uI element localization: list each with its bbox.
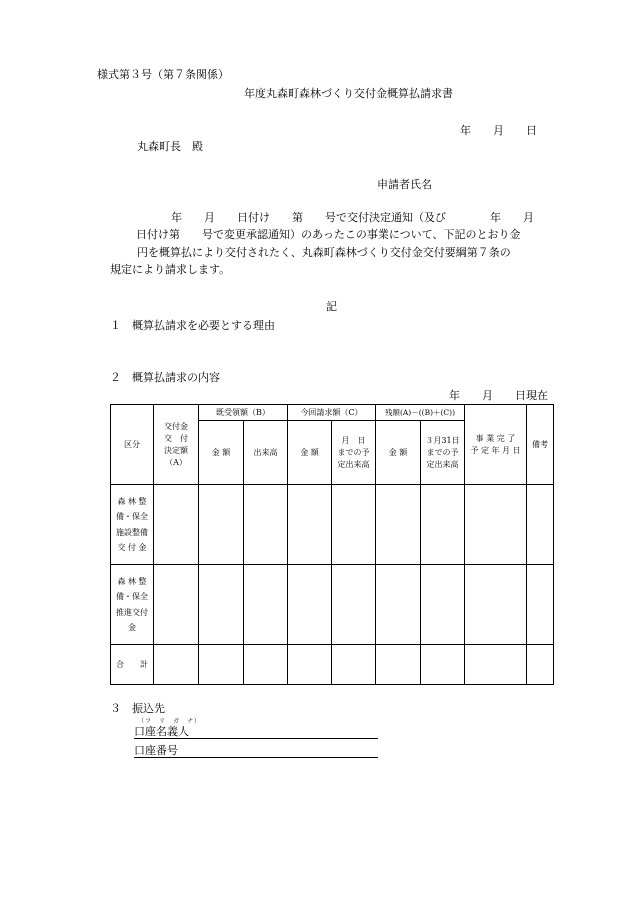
form-number: 様式第３号（第７条関係） xyxy=(97,68,229,81)
col-remaining-planned-progress: ３月31日 までの予 定出来高 xyxy=(425,435,460,469)
body-line-2: 日付け第 号で変更承認通知）のあったこの事業について、下記のとおり金 xyxy=(136,228,521,241)
addressee: 丸森町長 殿 xyxy=(137,140,203,153)
section-2-heading: ２ 概算払請求の内容 xyxy=(110,371,220,384)
group-already-received: 既受領額（B） xyxy=(216,407,270,417)
section-3-heading: ３ 振込先 xyxy=(110,702,165,715)
col-kubun: 区分 xyxy=(124,439,140,449)
group-current-claim: 今回請求額（C） xyxy=(300,407,363,417)
document-title: 年度丸森町森林づくり交付金概算払請求書 xyxy=(244,87,453,100)
col-b-progress: 出来高 xyxy=(253,447,278,457)
body-line-4: 規定により請求します。 xyxy=(110,263,231,276)
col-remarks: 備考 xyxy=(532,439,548,449)
ki-heading: 記 xyxy=(326,300,337,313)
account-name-line xyxy=(134,738,378,739)
account-name-label: 口座名義人 xyxy=(134,725,189,738)
row-promotion-grant: 森 林 整 備・保全 推進交付 金 xyxy=(116,577,148,632)
body-line-1: 年 月 日付け 第 号で交付決定通知（及び 年 月 xyxy=(171,211,534,224)
section-1-heading: １ 概算払請求を必要とする理由 xyxy=(110,319,275,332)
col-remaining-amount: 金 額 xyxy=(388,447,408,457)
col-completion-date: 事 業 完 了 予 定 年 月 日 xyxy=(470,433,521,455)
col-c-amount: 金 額 xyxy=(300,447,319,457)
col-b-amount: 金 額 xyxy=(211,447,231,457)
furigana-label: （フ リ ガ ナ） xyxy=(138,718,202,725)
row-facility-grant: 森 林 整 備・保全 施設整備 交 付 金 xyxy=(116,497,148,552)
col-c-planned-progress: 月 日 までの予 定出来高 xyxy=(337,435,370,469)
col-kofukin-decision: 交付金 交 付 決定額 （A） xyxy=(164,421,188,467)
account-number-label: 口座番号 xyxy=(134,744,178,757)
body-line-3: 円を概算払により交付されたく、丸森町森林づくり交付金交付要綱第７条の xyxy=(137,246,511,259)
applicant-name-label: 申請者氏名 xyxy=(377,178,432,191)
as-of-date: 年 月 日現在 xyxy=(449,389,548,402)
row-total: 合 計 xyxy=(116,659,148,669)
account-number-line xyxy=(134,757,378,758)
group-remaining: 残額(A)－((B)＋(C)) xyxy=(384,407,456,417)
request-date: 年 月 日 xyxy=(460,124,537,137)
